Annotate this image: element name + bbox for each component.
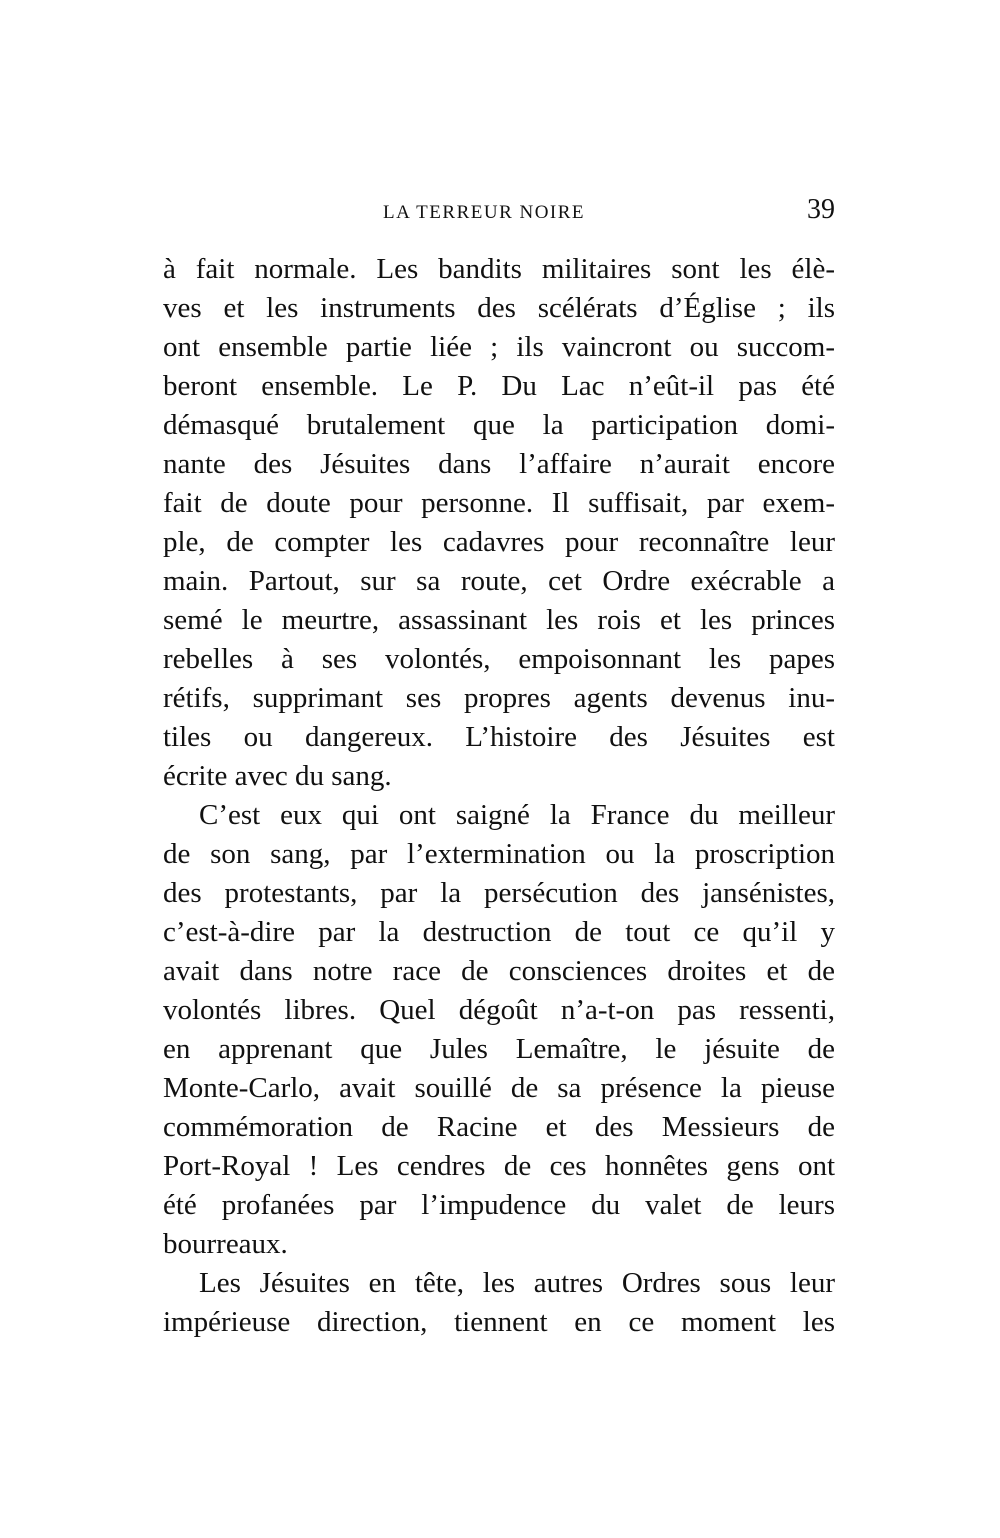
text-line: ves et les instruments des scélérats d’Église ; ils (163, 292, 835, 324)
text-line: Monte-Carlo, avait souillé de sa présence la pieuse (163, 1072, 835, 1104)
running-head (163, 194, 835, 232)
text-line: rétifs, supprimant ses propres agents devenus inu- (163, 682, 835, 714)
text-line: rebelles à ses volontés, empoisonnant les papes (163, 643, 835, 675)
text-line: été profanées par l’impudence du valet de leurs (163, 1189, 835, 1221)
text-line: à fait normale. Les bandits militaires sont les élè- (163, 253, 835, 285)
text-line: bourreaux. (163, 1228, 288, 1260)
text-line: semé le meurtre, assassinant les rois et les princes (163, 604, 835, 636)
text-line: tiles ou dangereux. L’histoire des Jésuites est (163, 721, 835, 753)
text-line: C’est eux qui ont saigné la France du meilleur (199, 799, 835, 831)
page-number: 39 (807, 194, 835, 225)
text-line: démasqué brutalement que la participation domi- (163, 409, 835, 441)
text-line: écrite avec du sang. (163, 760, 392, 792)
text-line: des protestants, par la persécution des jansénistes, (163, 877, 835, 909)
text-line: volontés libres. Quel dégoût n’a-t-on pas ressenti, (163, 994, 835, 1026)
text-line: ont ensemble partie liée ; ils vaincront ou succom- (163, 331, 835, 363)
running-title: LA TERREUR NOIRE (383, 202, 586, 223)
text-line: main. Partout, sur sa route, cet Ordre exécrable a (163, 565, 835, 597)
body-text (163, 250, 835, 1342)
text-line: Les Jésuites en tête, les autres Ordres sous leur (199, 1267, 835, 1299)
text-line: fait de doute pour personne. Il suffisait, par exem- (163, 487, 835, 519)
text-line: avait dans notre race de consciences droites et de (163, 955, 835, 987)
text-line: beront ensemble. Le P. Du Lac n’eût-il pas été (163, 370, 835, 402)
text-line: c’est-à-dire par la destruction de tout ce qu’il y (163, 916, 835, 948)
text-line: Port-Royal ! Les cendres de ces honnêtes gens ont (163, 1150, 835, 1182)
text-line: en apprenant que Jules Lemaître, le jésuite de (163, 1033, 835, 1065)
text-line: impérieuse direction, tiennent en ce moment les (163, 1306, 835, 1338)
text-line: commémoration de Racine et des Messieurs de (163, 1111, 835, 1143)
text-line: ple, de compter les cadavres pour reconnaître leur (163, 526, 835, 558)
text-line: de son sang, par l’extermination ou la proscription (163, 838, 835, 870)
text-line: nante des Jésuites dans l’affaire n’aurait encore (163, 448, 835, 480)
